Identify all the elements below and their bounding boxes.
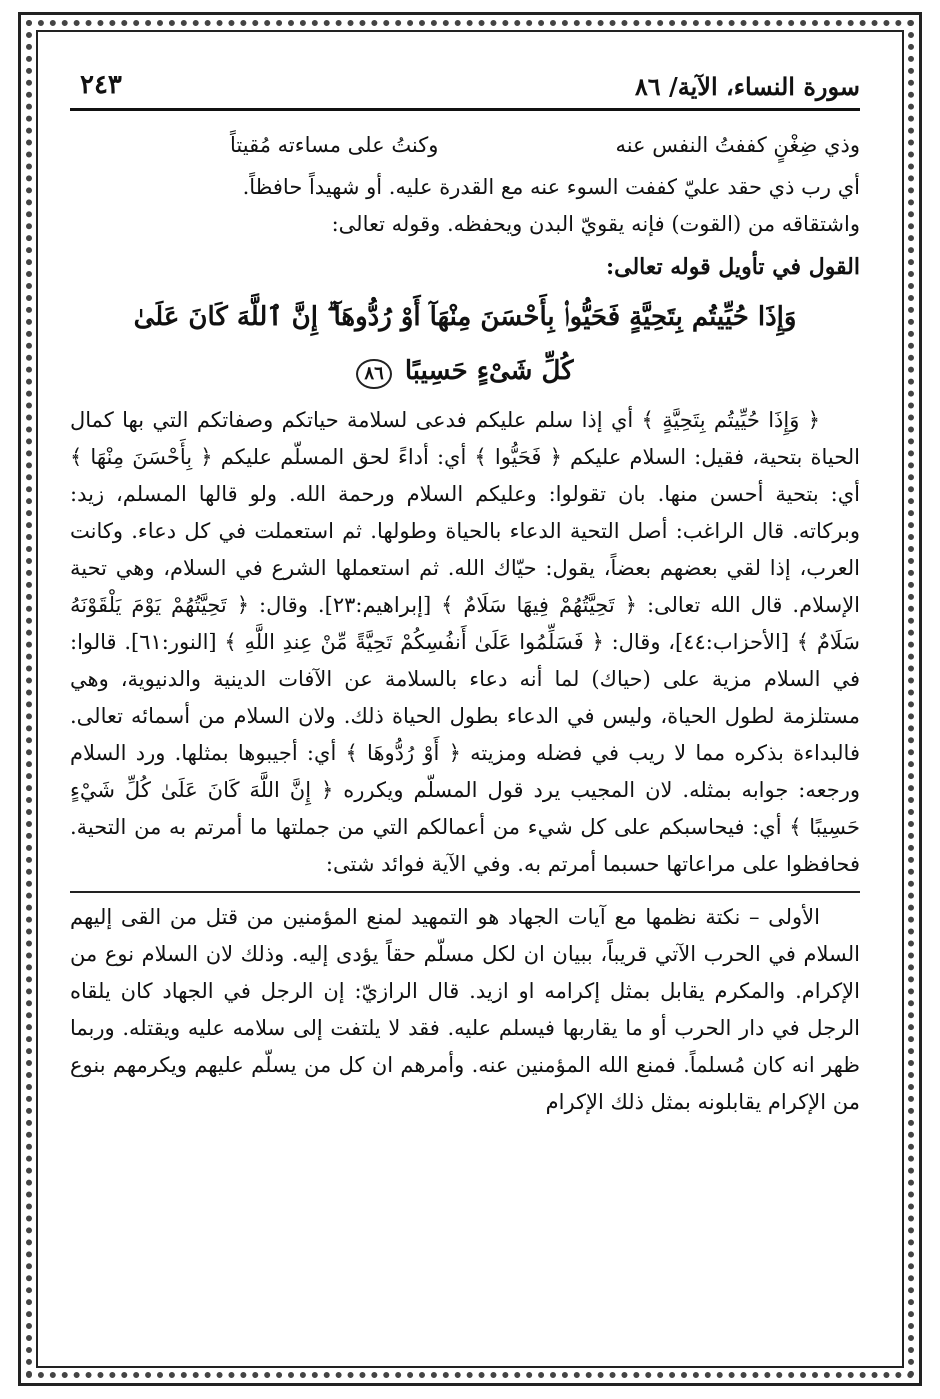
intro-line: أي رب ذي حقد عليّ كففت السوء عنه مع القدرة عليه. أو شهيداً حافظاً.: [242, 175, 860, 199]
header-title: سورة النساء، الآية/ ٨٦: [634, 72, 860, 101]
verse-number-badge: ٨٦: [356, 359, 391, 389]
quran-verse: [70, 290, 860, 398]
page-number: ٢٤٣: [80, 70, 122, 100]
section-divider: [70, 891, 860, 893]
poem-hemistich-right: وذي ضِغْنٍ كففتُ النفس عنه: [615, 133, 860, 157]
tafsir-paragraph: ﴿ وَإِذَا حُيِّيتُم بِتَحِيَّةٍ ﴾ أي إذا سلم عليكم فدعى لسلامة حياتكم وصفاتكم التي بها كمال الحياة بتحية، فقيل: السلام عليكم ﴿ فَحَيُّوا ﴾ أي: أداءً لحق المسلّم عليكم ﴿ بِأَحْسَنَ مِنْهَا ﴾ أي: بتحية أحسن منها. بان تقولوا: وعليكم السلام ورحمة الله. ولو قالها المسلم، زيد: وبركاته. قال الراغب: أصل التحية الدعاء بالحياة وطولها. ثم استعملت في كل دعاء. وكانت العرب، إذا لقي بعضهم بعضاً، يقول: حيّاك الله. ثم استعملها الشرع في السلام، وهي تحية الإسلام. قال الله تعالى: ﴿ تَحِيَّتُهُمْ فِيهَا سَلَامٌ ﴾ [إبراهيم:٢٣]. وقال: ﴿ تَحِيَّتُهُمْ يَوْمَ يَلْقَوْنَهُ سَلَامٌ ﴾ [الأحزاب:٤٤]، وقال: ﴿ فَسَلِّمُوا عَلَىٰ أَنفُسِكُمْ تَحِيَّةً مِّنْ عِندِ اللَّهِ ﴾ [النور:٦١]. قالوا: في السلام مزية على (حياك) لما أنه دعاء بالسلامة عن الآفات الدينية والدنيوية، وهي مستلزمة لطول الحياة، وليس في الدعاء بطول الحياة ذلك. ولان السلام من أسمائه تعالى. فالبداءة بذكره مما لا ريب في فضله ومزيته ﴿ أَوْ رُدُّوهَا ﴾ أي: أجيبوها بمثلها. ورد السلام ورجعه: جوابه بمثله. لان المجيب يرد قول المسلّم ويكرره ﴿ إِنَّ اللَّهَ كَانَ عَلَىٰ كُلِّ شَيْءٍ حَسِيبًا ﴾ أي: فيحاسبكم على كل شيء من أعمالكم التي من جملتها ما أمرتم به من التحية. فحافظوا على مراعاتها حسبما أمرتم به. وفي الآية فوائد شتى:: [70, 408, 861, 876]
first-benefit-paragraph: الأولى – نكتة نظمها مع آيات الجهاد هو التمهيد لمنع المؤمنين من قتل من القى إليهم السلام في الحرب الآتي قريباً، ببيان ان لكل مسلّم حقاً يؤدى إليه. وذلك لان السلام نوع من الإكرام. والمكرم يقابل بمثل إكرامه او ازيد. قال الرازيّ: إن الرجل في الجهاد كان يلقاه الرجل في دار الحرب أو ما يقاربها فيسلم عليه. فقد لا يلتفت إلى سلامه عليه ويقتله. وربما ظهر انه كان مُسلماً. فمنع الله المؤمنين عنه. وأمرهم ان كل من يسلّم عليهم ويكرمهم بنوع من الإكرام يقابلونه بمثل ذلك الإكرام: [70, 905, 861, 1114]
intro-line: واشتقاقه من (القوت) فإنه يقويّ البدن ويحفظه. وقوله تعالى:: [331, 212, 860, 236]
poem-verse: [70, 125, 860, 169]
section-heading: القول في تأويل قوله تعالى:: [606, 254, 860, 280]
verse-line-2: [70, 344, 860, 398]
running-header: [70, 60, 860, 111]
verse-line-2-text: كُلِّ شَىْءٍ حَسِيبًا: [404, 356, 574, 386]
page-content: [70, 60, 860, 1350]
poem-hemistich-left: وكنتُ على مساءته مُقيتاً: [230, 133, 439, 157]
verse-line-1: وَإِذَا حُيِّيتُم بِتَحِيَّةٍ فَحَيُّوا۟ بِأَحْسَنَ مِنْهَآ أَوْ رُدُّوهَآ ۗ إِنَّ ٱللَّهَ كَانَ عَلَىٰ: [133, 302, 797, 332]
